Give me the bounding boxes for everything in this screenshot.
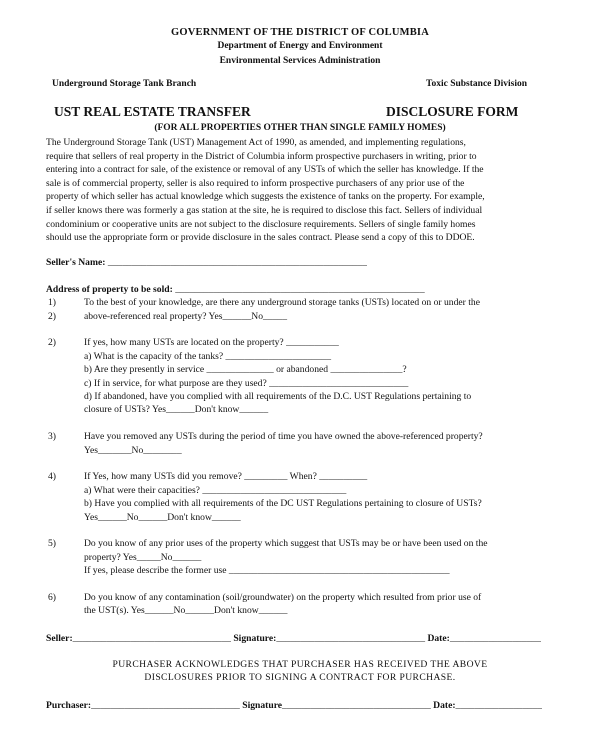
question-4b: b) Have you complied with all requirements of the DC UST Regulations pertaining to closure of USTs? xyxy=(84,498,482,509)
department-title: Department of Energy and Environment xyxy=(217,41,383,51)
question-4b-answer[interactable]: Yes______No______Don't know______ xyxy=(84,512,241,523)
address-label: Address of property to be sold: xyxy=(46,284,173,295)
question-1-answer[interactable]: above-referenced real property? Yes______No_____ xyxy=(84,311,287,322)
division-label: Toxic Substance Division xyxy=(426,79,528,89)
question-2a[interactable]: a) What is the capacity of the tanks? ______________________ xyxy=(84,351,332,362)
administration-title: Environmental Services Administration xyxy=(219,56,381,66)
question-4a[interactable]: a) What were their capacities? ______________________________ xyxy=(84,485,347,496)
question-number: 4) xyxy=(48,471,56,482)
sellers-name-label: Seller's Name: xyxy=(46,257,106,268)
question-number: 2) xyxy=(48,337,56,348)
address-line[interactable]: ____________________________________________________ xyxy=(175,284,425,295)
intro-line: require that sellers of real property in the District of Columbia inform prospective purchasers in writing, prior to xyxy=(46,150,477,162)
agency-title: GOVERNMENT OF THE DISTRICT OF COLUMBIA xyxy=(171,27,429,38)
intro-line: entering into a contract for sale, of the existence or removal of any USTs of which the seller has knowledge. If the xyxy=(46,164,484,176)
intro-line: property of which seller has actual knowledge which suggests the existence of tanks on the property. For example, xyxy=(46,191,485,203)
question-5-text: Do you know of any prior uses of the property which suggest that USTs may be or have been used on the xyxy=(84,538,488,549)
intro-paragraph xyxy=(46,136,572,245)
form-subtitle: (FOR ALL PROPERTIES OTHER THAN SINGLE FAMILY HOMES) xyxy=(154,123,446,133)
question-3-answer[interactable]: Yes_______No________ xyxy=(84,445,182,456)
question-5-answer[interactable]: property? Yes_____No______ xyxy=(84,552,202,563)
question-2b[interactable]: b) Are they presently in service ______________ or abandoned _______________? xyxy=(84,364,407,375)
seller-line[interactable]: _________________________________ xyxy=(72,633,231,644)
intro-line: sale is of commercial property, seller is also required to inform prospective purchasers of any prior use of the xyxy=(46,177,465,189)
question-6-answer[interactable]: the UST(s). Yes______No______Don't know______ xyxy=(84,605,288,616)
question-number: 3) xyxy=(48,431,56,442)
purchaser-line[interactable]: _______________________________ xyxy=(91,700,240,711)
question-3-text: Have you removed any USTs during the period of time you have owned the above-referenced property? xyxy=(84,431,483,442)
question-6-text: Do you know of any contamination (soil/groundwater) on the property which resulted from prior use of xyxy=(84,592,482,603)
branch-label: Underground Storage Tank Branch xyxy=(52,79,197,89)
sellers-name-field[interactable] xyxy=(46,256,367,270)
question-number: 2) xyxy=(48,311,56,322)
date-line[interactable]: __________________ xyxy=(455,700,542,711)
question-number: 1) xyxy=(48,297,56,308)
question-1-text: To the best of your knowledge, are there any underground storage tanks (USTs) located on or under the xyxy=(84,297,480,308)
question-4-text[interactable]: If Yes, how many USTs did you remove? _________ When? __________ xyxy=(84,471,368,482)
date-label: Date: xyxy=(433,700,456,711)
intro-line: The Underground Storage Tank (UST) Management Act of 1990, as amended, and implementing regulations, xyxy=(46,137,466,148)
signature-line[interactable]: _______________________________ xyxy=(282,700,431,711)
intro-line: condominium or cooperative units are not subject to the disclosure requirements. Sellers of single family homes xyxy=(46,218,476,230)
intro-line: should use the appropriate form or provide disclosure in the sales contract. Please send a copy of this to DDOE. xyxy=(46,232,475,244)
form-title-left: UST REAL ESTATE TRANSFER xyxy=(54,104,251,119)
acknowledgement-line-2: DISCLOSURES PRIOR TO SIGNING A CONTRACT FOR PURCHASE. xyxy=(144,672,456,683)
date-label: Date: xyxy=(427,633,450,644)
signature-line[interactable]: _______________________________ xyxy=(276,633,426,644)
question-2d-answer[interactable]: closure of USTs? Yes______Don't know______ xyxy=(84,404,269,415)
signature-label: Signature xyxy=(242,700,283,711)
question-2c[interactable]: c) If in service, for what purpose are they used? _____________________________ xyxy=(84,378,409,389)
form-title-right: DISCLOSURE FORM xyxy=(386,104,519,119)
question-2d: d) If abandoned, have you complied with all requirements of the D.C. UST Regulations pertaining to xyxy=(84,391,472,402)
question-2-text[interactable]: If yes, how many USTs are located on the property? ___________ xyxy=(84,337,339,348)
seller-label: Seller: xyxy=(46,633,73,644)
question-number: 6) xyxy=(48,592,56,603)
seller-signature-row xyxy=(46,632,541,646)
sellers-name-line[interactable]: ______________________________________________________ xyxy=(107,257,367,268)
date-line[interactable]: ___________________ xyxy=(449,633,541,644)
acknowledgement-line-1: PURCHASER ACKNOWLEDGES THAT PURCHASER HAS RECEIVED THE ABOVE xyxy=(112,659,488,670)
intro-line: if seller knows there was formerly a gas station at the site, he is required to disclose this fact. Sellers of individual xyxy=(46,204,483,216)
address-field[interactable] xyxy=(46,283,425,297)
purchaser-signature-row xyxy=(46,699,542,713)
signature-label: Signature: xyxy=(233,633,277,644)
question-number: 5) xyxy=(48,538,56,549)
purchaser-label: Purchaser: xyxy=(46,700,92,711)
question-5-describe[interactable]: If yes, please describe the former use ______________________________________________ xyxy=(84,565,450,576)
